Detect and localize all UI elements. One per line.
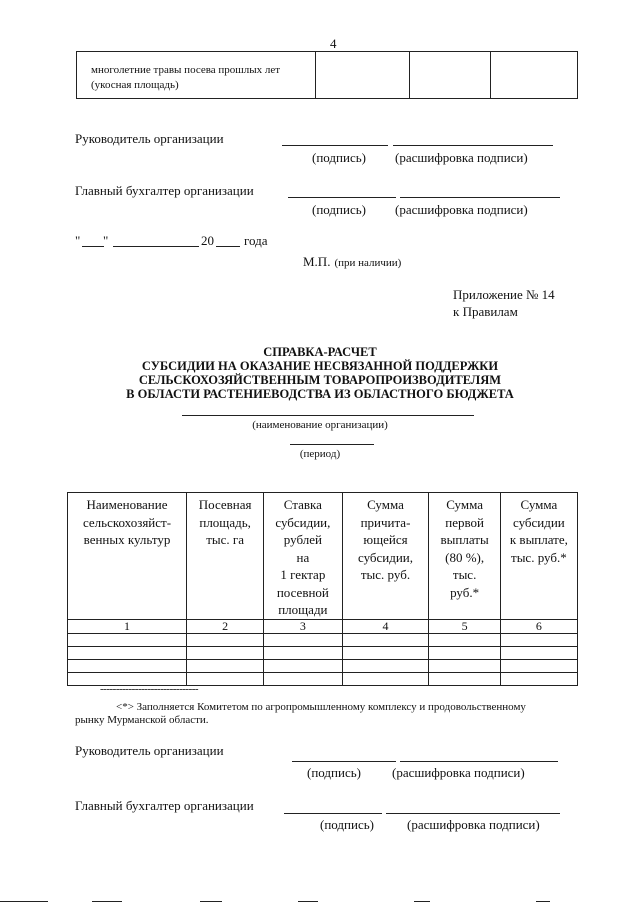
scan-edge-mark	[200, 901, 222, 902]
header-text: руб.*	[450, 584, 480, 600]
table-header-cell	[68, 493, 187, 620]
header-text: Наименование	[86, 497, 168, 512]
table-header-row	[68, 493, 578, 620]
header-text: Посевная	[198, 497, 252, 512]
doc-title	[0, 345, 640, 401]
header-text: (80 %),	[445, 549, 485, 565]
header-text: тыс.	[452, 567, 477, 582]
doc-title-line3: СЕЛЬСКОХОЗЯЙСТВЕННЫМ ТОВАРОПРОИЗВОДИТЕЛЯМ	[138, 373, 502, 387]
decoding-caption: (расшифровка подписи)	[407, 817, 540, 832]
signature-caption: (подпись)	[307, 765, 361, 780]
header-text: площадь,	[199, 514, 251, 530]
decoding-caption: (расшифровка подписи)	[392, 765, 525, 780]
footnote-line1: <*> Заполняется Комитетом по агропромышленному комплексу и продовольственному	[116, 701, 526, 713]
header-text: субсидии	[512, 514, 565, 530]
table-cell	[264, 672, 342, 685]
column-number: 3	[264, 619, 342, 633]
decoding-line	[400, 197, 560, 198]
table-cell	[429, 646, 500, 659]
table-cell	[500, 633, 577, 646]
organization-caption: (наименование организации)	[252, 419, 388, 431]
table-cell	[429, 633, 500, 646]
appendix-line2: к Правилам	[453, 304, 518, 319]
period-line	[290, 444, 374, 445]
header-text: Сумма	[520, 497, 558, 512]
header-text: причита-	[360, 514, 411, 530]
header-text: ющейся	[363, 532, 408, 547]
header-text: посевной	[276, 584, 329, 600]
header-text: площади	[278, 602, 328, 617]
header-text: тыс. руб.*	[511, 549, 567, 565]
day-line	[82, 246, 104, 247]
head-label: Руководитель организации	[75, 131, 224, 146]
year-prefix: 20	[201, 233, 214, 248]
column-number: 2	[187, 619, 264, 633]
table-cell	[264, 659, 342, 672]
header-text: Сумма	[367, 497, 404, 512]
subsidy-table	[67, 492, 578, 686]
table-cell	[264, 633, 342, 646]
header-text: тыс. га	[206, 532, 245, 547]
scan-edge-mark	[414, 901, 430, 902]
table-cell	[342, 646, 429, 659]
table-header-cell	[264, 493, 342, 620]
header-text: рублей	[283, 532, 322, 547]
column-number: 4	[342, 619, 429, 633]
header-text: Сумма	[446, 497, 484, 512]
table-header-cell	[429, 493, 500, 620]
scan-edge-mark	[298, 901, 318, 902]
date-quote-open: "	[75, 233, 81, 248]
header-text: субсидии,	[357, 549, 414, 565]
footnote-separator: -------------------------------	[100, 683, 199, 695]
period-caption: (период)	[299, 448, 341, 460]
signature-line	[288, 197, 396, 198]
table-cell	[500, 659, 577, 672]
appendix-line1: Приложение № 14	[453, 287, 555, 302]
header-text: к выплате,	[509, 532, 568, 547]
header-text: тыс. руб.	[360, 567, 411, 582]
scan-edge-mark	[0, 901, 48, 902]
scan-edge-mark	[536, 901, 550, 902]
table-header-cell	[187, 493, 264, 620]
column-number: 5	[429, 619, 500, 633]
table-cell	[342, 633, 429, 646]
table-cell	[264, 646, 342, 659]
table-cell	[68, 659, 187, 672]
top-table-cell	[316, 52, 410, 99]
accountant-label: Главный бухгалтер организации	[75, 798, 254, 813]
stamp-mp: М.П.	[303, 254, 331, 269]
table-row	[68, 633, 578, 646]
footnote-line2: рынку Мурманской области.	[75, 714, 209, 726]
appendix-block	[453, 286, 555, 320]
header-text: сельскохозяйст-	[82, 514, 172, 530]
top-table-cell	[410, 52, 491, 99]
table-cell	[500, 646, 577, 659]
top-table-line2: (укосная площадь)	[91, 79, 179, 91]
stamp-note: (при наличии)	[334, 257, 402, 269]
header-text: выплаты	[440, 532, 489, 547]
table-cell	[187, 633, 264, 646]
doc-title-line4: В ОБЛАСТИ РАСТЕНИЕВОДСТВА ИЗ ОБЛАСТНОГО БЮДЖЕТА	[126, 387, 514, 401]
header-text: 1 гектар	[280, 567, 326, 582]
date-quote-close: "	[103, 233, 109, 248]
table-cell	[68, 646, 187, 659]
table-header-cell	[500, 493, 577, 620]
top-table	[76, 51, 578, 99]
signature-caption: (подпись)	[312, 150, 366, 165]
table-cell	[342, 659, 429, 672]
table-cell	[429, 672, 500, 685]
table-row	[68, 646, 578, 659]
decoding-line	[400, 761, 558, 762]
top-table-line1: многолетние травы посева прошлых лет	[91, 64, 281, 76]
scan-edge-mark	[92, 901, 122, 902]
decoding-line	[386, 813, 560, 814]
accountant-label: Главный бухгалтер организации	[75, 183, 254, 198]
column-number: 6	[500, 619, 577, 633]
signature-caption: (подпись)	[320, 817, 374, 832]
head-label: Руководитель организации	[75, 743, 224, 758]
table-number-row	[68, 619, 578, 633]
month-line	[113, 246, 199, 247]
signature-line	[284, 813, 382, 814]
top-table-cell	[491, 52, 578, 99]
column-number: 1	[68, 619, 187, 633]
table-cell	[187, 646, 264, 659]
table-row	[68, 659, 578, 672]
page-number: 4	[330, 36, 337, 51]
decoding-caption: (расшифровка подписи)	[395, 150, 528, 165]
organization-line	[182, 415, 474, 416]
doc-title-line2: СУБСИДИИ НА ОКАЗАНИЕ НЕСВЯЗАННОЙ ПОДДЕРЖКИ	[141, 359, 499, 373]
signature-line	[282, 145, 388, 146]
table-cell	[500, 672, 577, 685]
signature-caption: (подпись)	[312, 202, 366, 217]
header-text: первой	[445, 514, 484, 530]
table-cell	[187, 659, 264, 672]
header-text: Ставка	[283, 497, 322, 512]
doc-title-line1: СПРАВКА-РАСЧЕТ	[263, 345, 377, 359]
year-suffix: года	[244, 233, 268, 248]
header-text: субсидии,	[275, 514, 331, 530]
table-header-cell	[342, 493, 429, 620]
decoding-line	[393, 145, 553, 146]
header-text: венных культур	[83, 532, 171, 547]
stamp-place	[303, 253, 401, 271]
table-cell	[68, 633, 187, 646]
table-cell	[429, 659, 500, 672]
table-cell	[187, 672, 264, 685]
table-cell	[342, 672, 429, 685]
year-line	[216, 246, 240, 247]
decoding-caption: (расшифровка подписи)	[395, 202, 528, 217]
top-table-cell	[77, 52, 316, 99]
signature-line	[292, 761, 396, 762]
header-text: на	[296, 549, 310, 565]
